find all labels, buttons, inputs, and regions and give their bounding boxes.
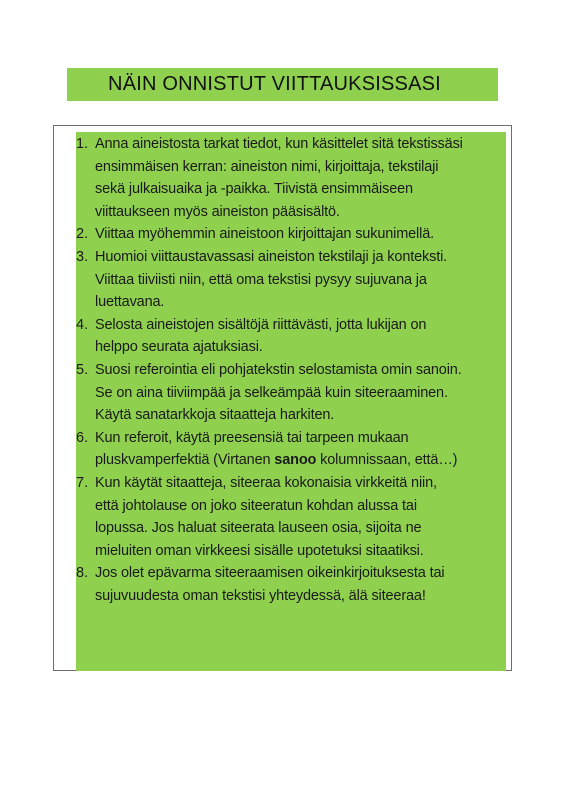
text-line: ensimmäisen kerran: aineiston nimi, kirjoittaja, tekstilaji [95, 158, 439, 175]
list-item-number: 3. [76, 248, 89, 265]
title-banner [67, 68, 498, 101]
text-line: Huomioi viittaustavassasi aineiston tekstilaji ja konteksti. [95, 248, 448, 265]
list-item-text [95, 223, 512, 246]
text-line: Kun referoit, käytä preesensiä tai tarpeen mukaan [95, 429, 409, 446]
text-line: Viittaa tiiviisti niin, että oma tekstisi pysyy sujuvana ja [95, 271, 427, 288]
page-title: NÄIN ONNISTUT VIITTAUKSISSASI [108, 73, 441, 95]
list-item-number: 1. [76, 136, 89, 152]
list-item-8 [76, 562, 512, 607]
list-item-number: 6. [76, 429, 89, 446]
text-line: Anna aineistosta tarkat tiedot, kun käsittelet sitä tekstissäsi [95, 136, 463, 152]
list-item-number: 4. [76, 316, 89, 333]
text-line: luettavana. [95, 294, 165, 311]
list-item-5 [76, 359, 512, 427]
list-item-2 [76, 223, 512, 246]
text-line: viittaukseen myös aineiston pääsisältö. [95, 203, 340, 220]
text-line: että johtolause on joko siteeratun kohdan alussa tai [95, 497, 417, 514]
list-item-text [95, 562, 512, 607]
list-item-3 [76, 246, 512, 314]
list-item-6 [76, 427, 512, 472]
text-line: Kun käytät sitaatteja, siteeraa kokonaisia virkkeitä niin, [95, 474, 437, 491]
text-line: Jos olet epävarma siteeraamisen oikeinkirjoituksesta tai [95, 565, 445, 582]
list-item-text [95, 133, 512, 223]
text-line: Se on aina tiiviimpää ja selkeämpää kuin siteeraaminen. [95, 384, 448, 401]
text-line: lopussa. Jos haluat siteerata lauseen osia, sijoita ne [95, 520, 422, 537]
text-line: mieluiten oman virkkeesi sisälle upotetuksi sitaatiksi. [95, 542, 424, 559]
text-line: Selosta aineistojen sisältöjä riittävästi, jotta lukijan on [95, 316, 427, 333]
list-item-4 [76, 314, 512, 359]
list-item-1 [76, 133, 512, 223]
text-line: sujuvuudesta oman tekstisi yhteydessä, älä siteeraa! [95, 587, 426, 604]
list-item-7 [76, 472, 512, 562]
list-item-number: 7. [76, 474, 89, 491]
guidelines-box [53, 125, 512, 671]
text-line: Käytä sanatarkkoja sitaatteja harkiten. [95, 407, 335, 424]
list-item-text [95, 314, 512, 359]
bold-word: sanoo [274, 452, 317, 469]
list-item-text [95, 359, 512, 427]
text-segment: pluskvamperfektiä (Virtanen [95, 452, 275, 469]
text-line: Viittaa myöhemmin aineistoon kirjoittajan sukunimellä. [95, 226, 434, 243]
list-item-number: 8. [76, 565, 89, 582]
text-segment: kolumnissaan, että…) [316, 452, 458, 469]
text-line [95, 449, 512, 472]
list-item-number: 2. [76, 226, 89, 243]
guidelines-list [76, 133, 512, 607]
text-line: helppo seurata ajatuksiasi. [95, 339, 263, 356]
list-item-number: 5. [76, 361, 89, 378]
list-item-text [95, 472, 512, 562]
text-line: Suosi referointia eli pohjatekstin selostamista omin sanoin. [95, 361, 462, 378]
list-item-text [95, 427, 512, 472]
text-line: sekä julkaisuaika ja -paikka. Tiivistä ensimmäiseen [95, 181, 413, 198]
list-item-text [95, 246, 512, 314]
